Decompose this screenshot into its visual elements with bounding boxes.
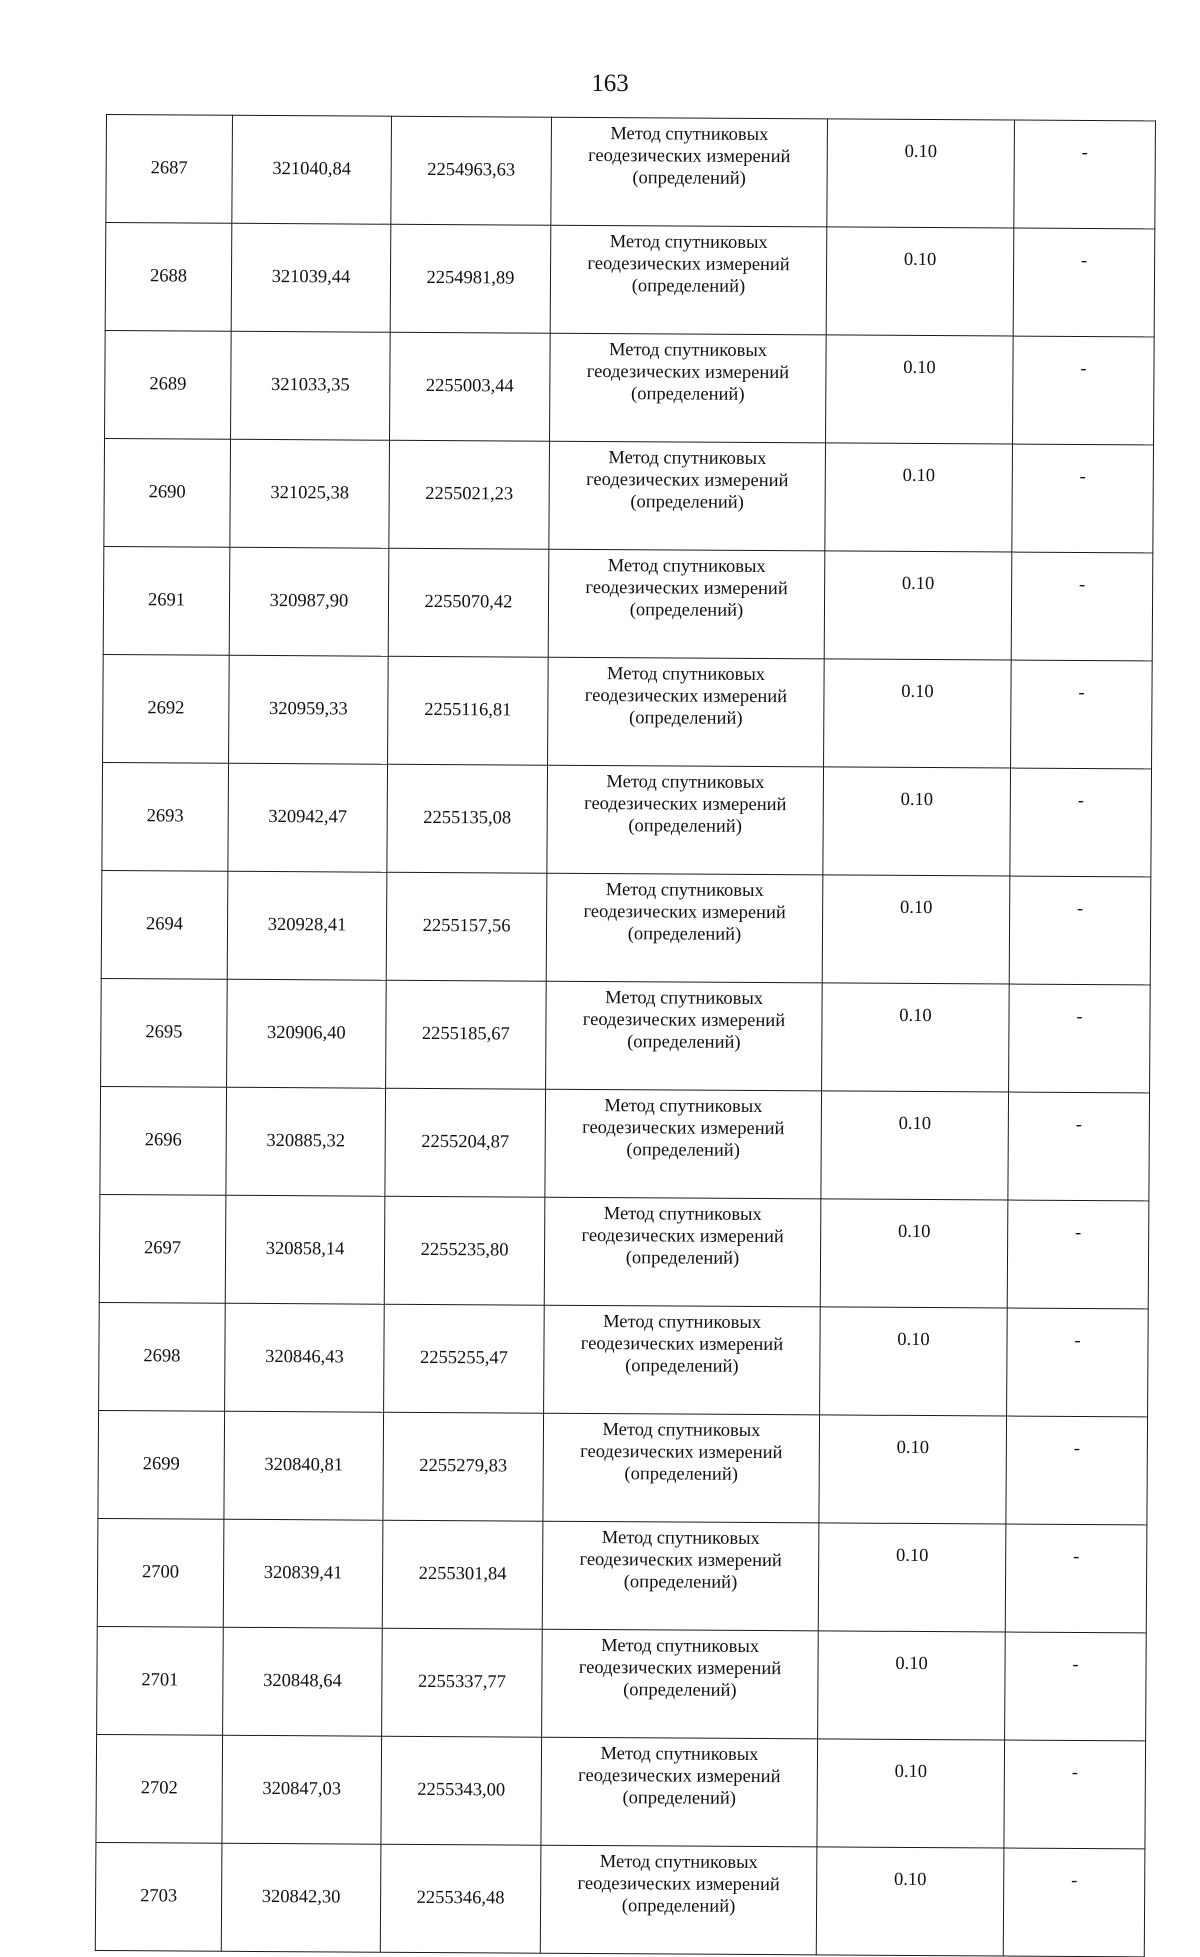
- table-body: [95, 115, 1155, 1957]
- method-line-3: (определений): [623, 1680, 737, 1701]
- method-cell: [551, 117, 828, 227]
- note-cell: -: [1007, 1200, 1149, 1309]
- table-row: [105, 330, 1155, 444]
- note-cell: -: [1005, 1524, 1147, 1633]
- method-line-3: (определений): [631, 384, 745, 405]
- accuracy-cell: 0.10: [823, 767, 1011, 876]
- method-line-2: геодезических измерений: [585, 577, 788, 600]
- y-coordinate-cell: 2255279,83: [383, 1412, 544, 1521]
- note-cell: -: [1007, 1308, 1149, 1417]
- method-line-2: геодезических измерений: [578, 1657, 782, 1680]
- x-coordinate-cell: 320942,47: [228, 763, 388, 872]
- table-row: [97, 1518, 1147, 1632]
- method-line-3: (определений): [627, 924, 742, 945]
- y-coordinate-cell: 2255204,87: [385, 1088, 546, 1197]
- point-number-cell: 2702: [96, 1734, 223, 1843]
- point-number-cell: 2696: [100, 1086, 227, 1195]
- x-coordinate-cell: 320987,90: [229, 547, 389, 656]
- method-cell: [545, 1089, 822, 1199]
- table-row: [101, 870, 1151, 984]
- table-row: [105, 223, 1155, 337]
- accuracy-cell: 0.10: [819, 1415, 1007, 1524]
- x-coordinate-cell: 320928,41: [227, 871, 387, 980]
- method-line-1: Метод спутниковых: [601, 1528, 760, 1550]
- y-coordinate-cell: 2255301,84: [382, 1520, 543, 1629]
- point-number-cell: 2698: [99, 1302, 226, 1411]
- y-coordinate-cell: 2255235,80: [384, 1196, 545, 1305]
- accuracy-cell: 0.10: [817, 1739, 1005, 1848]
- point-number-cell: 2693: [102, 762, 229, 871]
- point-number-cell: 2691: [103, 546, 230, 655]
- method-line-1: Метод спутниковых: [599, 1852, 758, 1874]
- note-cell: -: [1013, 228, 1155, 337]
- point-number-cell: 2690: [104, 438, 231, 547]
- note-cell: -: [1006, 1416, 1148, 1525]
- point-number-cell: 2700: [97, 1518, 224, 1627]
- method-cell: [544, 1197, 821, 1307]
- table-row: [96, 1734, 1146, 1848]
- method-line-2: геодезических измерений: [586, 361, 790, 384]
- method-cell: [549, 441, 826, 551]
- method-line-3: (определений): [622, 1788, 737, 1809]
- method-cell: [546, 981, 823, 1091]
- point-number-cell: 2688: [105, 223, 232, 332]
- table-row: [97, 1626, 1147, 1740]
- method-cell: [542, 1521, 819, 1631]
- method-line-1: Метод спутниковых: [607, 664, 766, 686]
- point-number-cell: 2694: [101, 870, 228, 979]
- accuracy-cell: 0.10: [822, 983, 1010, 1092]
- method-line-1: Метод спутниковых: [605, 880, 764, 902]
- table-row: [99, 1302, 1149, 1416]
- note-cell: -: [1011, 660, 1153, 769]
- note-cell: -: [1009, 876, 1151, 985]
- coordinates-table: [95, 114, 1156, 1957]
- note-cell: -: [1013, 336, 1155, 445]
- x-coordinate-cell: 320848,64: [223, 1627, 383, 1736]
- x-coordinate-cell: 321039,44: [231, 223, 391, 332]
- method-line-2: геодезических измерений: [580, 1441, 783, 1464]
- method-cell: [542, 1629, 819, 1739]
- accuracy-cell: 0.10: [822, 875, 1010, 984]
- method-cell: [543, 1413, 820, 1523]
- method-line-2: геодезических измерений: [584, 685, 788, 708]
- method-line-3: (определений): [629, 600, 744, 621]
- point-number-cell: 2703: [95, 1842, 222, 1951]
- accuracy-cell: 0.10: [816, 1847, 1004, 1956]
- table-row: [103, 654, 1153, 768]
- method-line-2: геодезических измерений: [588, 145, 791, 168]
- x-coordinate-cell: 320839,41: [223, 1519, 383, 1628]
- note-cell: -: [1003, 1848, 1145, 1957]
- method-line-3: (определений): [627, 1032, 741, 1053]
- method-line-1: Метод спутниковых: [604, 1096, 763, 1118]
- point-number-cell: 2697: [99, 1194, 226, 1303]
- point-number-cell: 2689: [105, 330, 232, 439]
- x-coordinate-cell: 321025,38: [230, 439, 390, 548]
- method-line-1: Метод спутниковых: [605, 988, 764, 1010]
- y-coordinate-cell: 2255070,42: [388, 548, 549, 657]
- accuracy-cell: 0.10: [825, 443, 1013, 552]
- x-coordinate-cell: 321033,35: [231, 331, 391, 440]
- method-line-3: (определений): [624, 1464, 738, 1485]
- y-coordinate-cell: 2255116,81: [388, 656, 549, 765]
- method-line-3: (определений): [632, 168, 746, 189]
- x-coordinate-cell: 320959,33: [229, 655, 389, 764]
- point-number-cell: 2695: [101, 978, 228, 1087]
- method-line-2: геодезических измерений: [580, 1333, 784, 1356]
- table-row: [104, 438, 1154, 552]
- note-cell: -: [1010, 768, 1152, 877]
- accuracy-cell: 0.10: [827, 119, 1015, 228]
- note-cell: -: [1011, 552, 1153, 661]
- table-row: [95, 1842, 1145, 1956]
- method-line-2: геодезических измерений: [583, 901, 786, 924]
- method-line-1: Метод спутниковых: [606, 772, 765, 794]
- method-line-1: Метод спутниковых: [602, 1420, 761, 1442]
- method-line-3: (определений): [625, 1248, 740, 1269]
- y-coordinate-cell: 2255135,08: [387, 764, 548, 873]
- method-cell: [548, 657, 825, 767]
- note-cell: -: [1008, 1092, 1150, 1201]
- x-coordinate-cell: 320842,30: [221, 1843, 381, 1952]
- accuracy-cell: 0.10: [826, 227, 1014, 336]
- method-cell: [540, 1845, 817, 1955]
- table-row: [99, 1194, 1149, 1308]
- y-coordinate-cell: 2254963,63: [391, 116, 552, 225]
- note-cell: -: [1012, 444, 1154, 553]
- method-line-2: геодезических измерений: [587, 253, 790, 276]
- y-coordinate-cell: 2255343,00: [381, 1736, 542, 1845]
- x-coordinate-cell: 321040,84: [232, 115, 392, 224]
- point-number-cell: 2699: [98, 1410, 225, 1519]
- table-row: [103, 546, 1153, 660]
- method-line-3: (определений): [626, 1140, 740, 1161]
- x-coordinate-cell: 320847,03: [222, 1735, 382, 1844]
- y-coordinate-cell: 2255337,77: [382, 1628, 543, 1737]
- method-line-1: Метод спутниковых: [603, 1204, 762, 1226]
- method-cell: [546, 873, 823, 983]
- method-line-3: (определений): [625, 1356, 739, 1377]
- point-number-cell: 2692: [103, 654, 230, 763]
- table-row: [101, 978, 1151, 1092]
- y-coordinate-cell: 2255255,47: [384, 1304, 545, 1413]
- accuracy-cell: 0.10: [820, 1307, 1008, 1416]
- method-line-3: (определений): [631, 276, 746, 297]
- x-coordinate-cell: 320846,43: [225, 1303, 385, 1412]
- method-cell: [541, 1737, 818, 1847]
- method-line-3: (определений): [621, 1896, 736, 1917]
- method-line-1: Метод спутниковых: [609, 340, 768, 362]
- method-line-2: геодезических измерений: [581, 1225, 784, 1248]
- table-row: [102, 762, 1152, 876]
- method-line-2: геодезических измерений: [582, 1117, 785, 1140]
- y-coordinate-cell: 2255157,56: [386, 872, 547, 981]
- table-row: [98, 1410, 1148, 1524]
- y-coordinate-cell: 2255003,44: [390, 332, 551, 441]
- method-line-1: Метод спутниковых: [608, 448, 767, 470]
- method-line-2: геодезических измерений: [579, 1549, 782, 1572]
- method-line-1: Метод спутниковых: [600, 1744, 759, 1766]
- method-line-2: геодезических измерений: [586, 469, 789, 492]
- method-line-2: геодезических измерений: [577, 1873, 780, 1896]
- note-cell: -: [1004, 1740, 1146, 1849]
- page-number: 163: [591, 70, 629, 97]
- table-row: [106, 115, 1156, 229]
- method-line-1: Метод спутниковых: [601, 1636, 760, 1658]
- method-line-3: (определений): [628, 816, 742, 837]
- point-number-cell: 2701: [97, 1626, 224, 1735]
- accuracy-cell: 0.10: [818, 1523, 1006, 1632]
- accuracy-cell: 0.10: [820, 1199, 1008, 1308]
- x-coordinate-cell: 320885,32: [226, 1087, 386, 1196]
- accuracy-cell: 0.10: [826, 335, 1014, 444]
- y-coordinate-cell: 2254981,89: [390, 224, 551, 333]
- note-cell: -: [1009, 984, 1151, 1093]
- method-line-1: Метод спутниковых: [610, 124, 769, 146]
- method-line-1: Метод спутниковых: [609, 232, 768, 254]
- method-cell: [544, 1305, 821, 1415]
- y-coordinate-cell: 2255185,67: [386, 980, 547, 1089]
- method-cell: [550, 333, 827, 443]
- accuracy-cell: 0.10: [818, 1631, 1006, 1740]
- y-coordinate-cell: 2255021,23: [389, 440, 550, 549]
- note-cell: -: [1005, 1632, 1147, 1741]
- accuracy-cell: 0.10: [824, 551, 1012, 660]
- accuracy-cell: 0.10: [821, 1091, 1009, 1200]
- method-cell: [548, 549, 825, 659]
- accuracy-cell: 0.10: [824, 659, 1012, 768]
- method-line-1: Метод спутниковых: [607, 556, 766, 578]
- method-line-2: геодезических измерений: [578, 1765, 781, 1788]
- method-line-2: геодезических измерений: [584, 793, 787, 816]
- method-line-3: (определений): [629, 708, 743, 729]
- x-coordinate-cell: 320906,40: [227, 979, 387, 1088]
- method-line-2: геодезических измерений: [582, 1009, 786, 1032]
- method-line-3: (определений): [623, 1572, 738, 1593]
- note-cell: -: [1014, 120, 1156, 229]
- table-row: [100, 1086, 1150, 1200]
- method-cell: [550, 225, 827, 335]
- point-number-cell: 2687: [106, 115, 233, 224]
- x-coordinate-cell: 320840,81: [224, 1411, 384, 1520]
- y-coordinate-cell: 2255346,48: [380, 1844, 541, 1953]
- x-coordinate-cell: 320858,14: [225, 1195, 385, 1304]
- method-line-3: (определений): [630, 492, 744, 513]
- method-cell: [547, 765, 824, 875]
- method-line-1: Метод спутниковых: [603, 1312, 762, 1334]
